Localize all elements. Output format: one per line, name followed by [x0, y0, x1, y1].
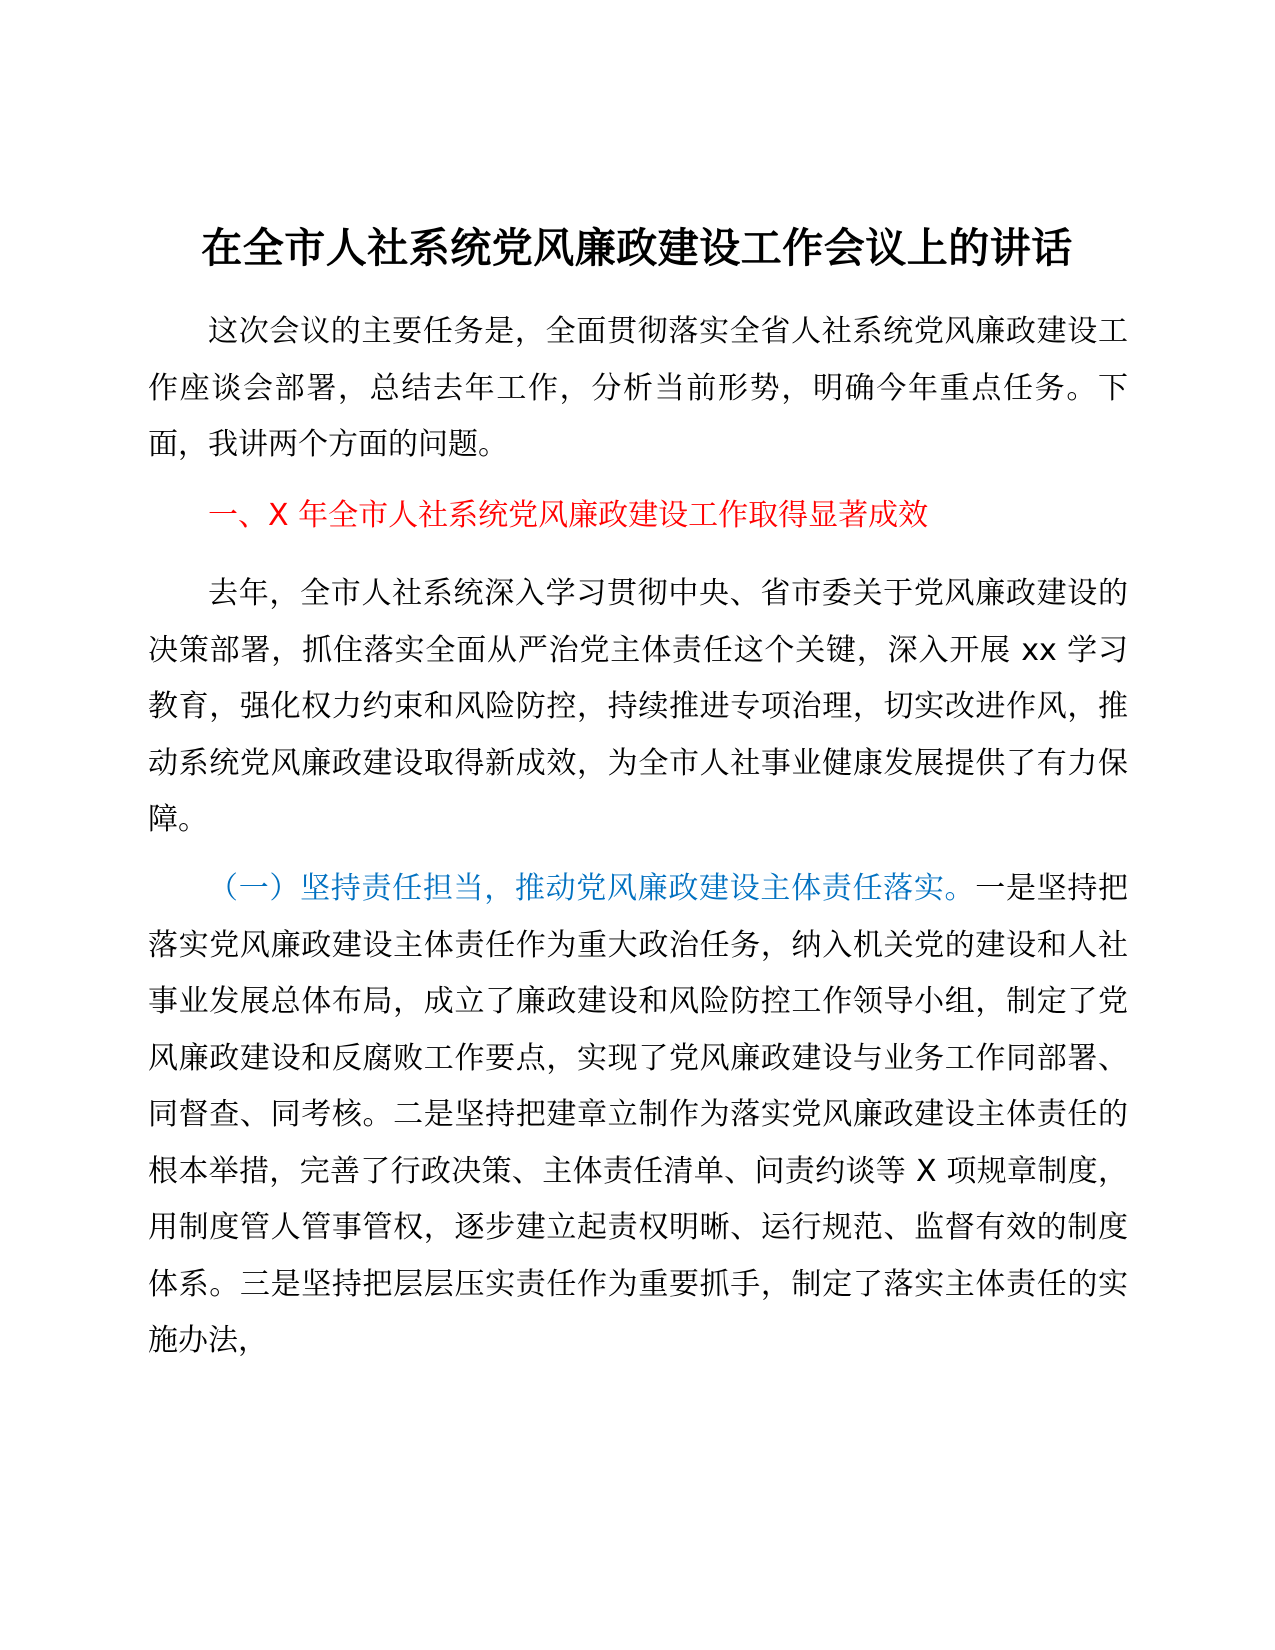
subsection-1-paragraph: [148, 861, 1128, 1370]
document-title: 在全市人社系统党风廉政建设工作会议上的讲话: [201, 224, 1073, 272]
section-1-paragraph: 去年，全市人社系统深入学习贯彻中央、省市委关于党风廉政建设的决策部署，抓住落实全面从严治党主体责任这个关键，深入开展 xx 学习教育，强化权力约束和风险防控，持续推进专项治理，切实改进作风，推动系统党风廉政建设取得新成效，为全市人社事业健康发展提供了有力保障。: [148, 576, 1128, 837]
subsection-1-body: 一是坚持把落实党风廉政建设主体责任作为重大政治任务，纳入机关党的建设和人社事业发展总体布局，成立了廉政建设和风险防控工作领导小组，制定了党风廉政建设和反腐败工作要点，实现了党风廉政建设与业务工作同部署、同督查、同考核。二是坚持把建章立制作为落实党风廉政建设主体责任的根本举措，完善了行政决策、主体责任清单、问责约谈等 X 项规章制度，用制度管人管事管权，逐步建立起责权明晰、运行规范、监督有效的制度体系。三是坚持把层层压实责任作为重要抓手，制定了落实主体责任的实施办法，: [148, 871, 1129, 1358]
intro-paragraph: 这次会议的主要任务是，全面贯彻落实全省人社系统党风廉政建设工作座谈会部署，总结去年工作，分析当前形势，明确今年重点任务。下面，我讲两个方面的问题。: [148, 314, 1128, 462]
subsection-heading-1: （一）坚持责任担当，推动党风廉政建设主体责任落实。: [208, 871, 976, 906]
section-heading-1: 一、X 年全市人社系统党风廉政建设工作取得显著成效: [208, 498, 929, 533]
